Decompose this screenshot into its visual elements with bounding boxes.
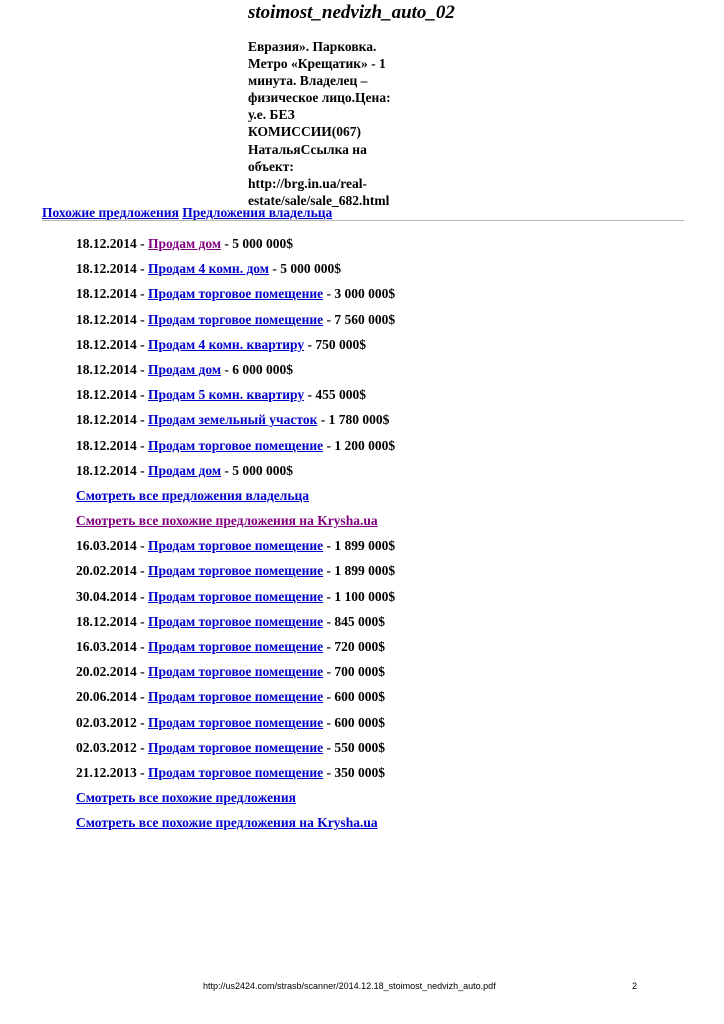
listing-price: 700 000$ <box>334 664 386 680</box>
listing-date: 18.12.2014 <box>76 412 137 428</box>
listing-date: 18.12.2014 <box>76 437 137 453</box>
listing-price: 845 000$ <box>334 613 386 629</box>
tabs-divider <box>42 220 684 221</box>
listing-price: 550 000$ <box>334 739 386 755</box>
page-number: 2 <box>632 981 638 991</box>
listing-link[interactable]: Продам торговое помещение <box>148 689 324 705</box>
listing-link[interactable]: Продам 4 комн. квартиру <box>148 336 305 352</box>
listing-price: 1 200 000$ <box>334 437 396 453</box>
listing-link[interactable]: Продам торговое помещение <box>148 437 324 453</box>
list-item: 18.12.2014 - Продам 4 комн. дом - 5 000 000$ <box>76 261 341 277</box>
listing-link[interactable]: Продам торговое помещение <box>148 311 324 327</box>
listing-link[interactable]: Продам торговое помещение <box>148 739 324 755</box>
all-owner-offers-link[interactable]: Смотреть все предложения владельца <box>76 487 310 503</box>
listing-date: 18.12.2014 <box>76 336 137 352</box>
all-similar-offers-link[interactable]: Смотреть все похожие предложения <box>76 790 296 806</box>
listing-link[interactable]: Продам торговое помещение <box>148 286 324 302</box>
listing-link[interactable]: Продам торговое помещение <box>148 563 324 579</box>
tab-similar-offers[interactable]: Похожие предложения <box>42 205 179 220</box>
listing-link[interactable]: Продам торговое помещение <box>148 588 324 604</box>
list-item: 30.04.2014 - Продам торговое помещение - 1 100 000$ <box>76 588 396 604</box>
list-item: 18.12.2014 - Продам торговое помещение - 845 000$ <box>76 613 386 629</box>
listing-date: 18.12.2014 <box>76 311 137 327</box>
page-title: stoimost_nedvizh_auto_02 <box>248 2 455 23</box>
listing-date: 16.03.2014 <box>76 639 137 654</box>
listing-price: 5 000 000$ <box>280 261 341 277</box>
listing-date: 21.12.2013 <box>76 764 137 780</box>
list-item: 18.12.2014 - Продам дом - 5 000 000$ <box>76 462 294 478</box>
listing-date: 16.03.2014 <box>76 538 137 554</box>
listing-price: 350 000$ <box>334 764 386 780</box>
listing-date: 18.12.2014 <box>76 261 137 277</box>
listing-price: 750 000$ <box>315 336 366 352</box>
list-item: 18.12.2014 - Продам торговое помещение - 7 560 000$ <box>76 311 396 327</box>
listing-link[interactable]: Продам торговое помещение <box>148 664 324 680</box>
list-item: 18.12.2014 - Продам 4 комн. квартиру - 750 000$ <box>76 336 366 352</box>
listing-price: 1 899 000$ <box>334 563 396 579</box>
list-item: 21.12.2013 - Продам торговое помещение - 350 000$ <box>76 764 386 780</box>
listing-date: 20.02.2014 <box>76 563 137 579</box>
tab-owner-offers[interactable]: Предложения владельца <box>182 205 333 220</box>
link-row <box>76 813 395 838</box>
link-row <box>76 511 395 536</box>
listing-price: 1 899 000$ <box>334 538 396 554</box>
listing-date: 20.06.2014 <box>76 689 137 705</box>
listing-description: Евразия». Парковка. Метро «Крещатик» - 1 минута. Владелец – физическое лицо.Цена: у.е. БЕЗ КОМИССИИ(067) НатальяСсылка на объект: http://brg.in.ua/real- estate/sale/sale_682.html <box>248 39 391 208</box>
footer-url: http://us2424.com/strasb/scanner/2014.12.18_stoimost_nedvizh_auto.pdf <box>203 981 496 991</box>
list-item: 18.12.2014 - Продам торговое помещение - 1 200 000$ <box>76 437 396 453</box>
list-item: 18.12.2014 - Продам дом - 5 000 000$ <box>76 236 294 251</box>
listing-link[interactable]: Продам торговое помещение <box>148 764 324 780</box>
list-item: 18.12.2014 - Продам 5 комн. квартиру - 455 000$ <box>76 387 366 403</box>
listing-date: 30.04.2014 <box>76 588 137 604</box>
listing-price: 1 780 000$ <box>328 412 390 428</box>
offers-list <box>76 234 395 839</box>
listing-price: 1 100 000$ <box>334 588 396 604</box>
listing-price: 455 000$ <box>315 387 366 403</box>
listing-link[interactable]: Продам торговое помещение <box>148 714 324 730</box>
listing-link[interactable]: Продам 5 комн. квартиру <box>148 387 305 403</box>
listing-price: 5 000 000$ <box>232 236 294 251</box>
listing-date: 02.03.2012 <box>76 739 137 755</box>
link-row <box>76 486 395 511</box>
listing-price: 3 000 000$ <box>334 286 396 302</box>
listing-price: 600 000$ <box>334 689 386 705</box>
listing-link[interactable]: Продам дом <box>148 462 222 478</box>
listing-date: 18.12.2014 <box>76 613 137 629</box>
list-item: 16.03.2014 - Продам торговое помещение - 720 000$ <box>76 639 386 654</box>
list-item: 16.03.2014 - Продам торговое помещение - 1 899 000$ <box>76 538 396 554</box>
listing-link[interactable]: Продам торговое помещение <box>148 538 324 554</box>
listing-price: 600 000$ <box>334 714 386 730</box>
all-similar-krysha-link[interactable]: Смотреть все похожие предложения на Krysha.ua <box>76 513 378 529</box>
list-item: 18.12.2014 - Продам торговое помещение - 3 000 000$ <box>76 286 396 302</box>
list-item: 02.03.2012 - Продам торговое помещение - 550 000$ <box>76 739 386 755</box>
list-item: 02.03.2012 - Продам торговое помещение - 600 000$ <box>76 714 386 730</box>
list-item: 20.02.2014 - Продам торговое помещение - 1 899 000$ <box>76 563 396 579</box>
listing-date: 18.12.2014 <box>76 387 137 403</box>
list-item: 18.12.2014 - Продам дом - 6 000 000$ <box>76 361 294 377</box>
listing-tabs <box>42 204 332 221</box>
listing-link[interactable]: Продам торговое помещение <box>148 613 324 629</box>
list-item: 20.06.2014 - Продам торговое помещение - 600 000$ <box>76 689 386 705</box>
listing-link[interactable]: Продам дом <box>148 236 222 251</box>
listing-date: 18.12.2014 <box>76 236 137 251</box>
list-item: 20.02.2014 - Продам торговое помещение - 700 000$ <box>76 664 386 680</box>
listing-price: 6 000 000$ <box>232 361 294 377</box>
listing-date: 02.03.2012 <box>76 714 137 730</box>
listing-link[interactable]: Продам дом <box>148 361 222 377</box>
listing-link[interactable]: Продам земельный участок <box>148 412 318 428</box>
listing-price: 5 000 000$ <box>232 462 294 478</box>
listing-price: 7 560 000$ <box>334 311 396 327</box>
list-item: 18.12.2014 - Продам земельный участок - 1 780 000$ <box>76 412 390 428</box>
listing-date: 20.02.2014 <box>76 664 137 680</box>
listing-price: 720 000$ <box>334 639 386 654</box>
listing-link[interactable]: Продам торговое помещение <box>148 639 324 654</box>
listing-link[interactable]: Продам 4 комн. дом <box>148 261 269 277</box>
link-row <box>76 788 395 813</box>
listing-date: 18.12.2014 <box>76 361 137 377</box>
all-similar-krysha-link-bottom[interactable]: Смотреть все похожие предложения на Krysha.ua <box>76 815 378 831</box>
listing-date: 18.12.2014 <box>76 286 137 302</box>
listing-date: 18.12.2014 <box>76 462 137 478</box>
